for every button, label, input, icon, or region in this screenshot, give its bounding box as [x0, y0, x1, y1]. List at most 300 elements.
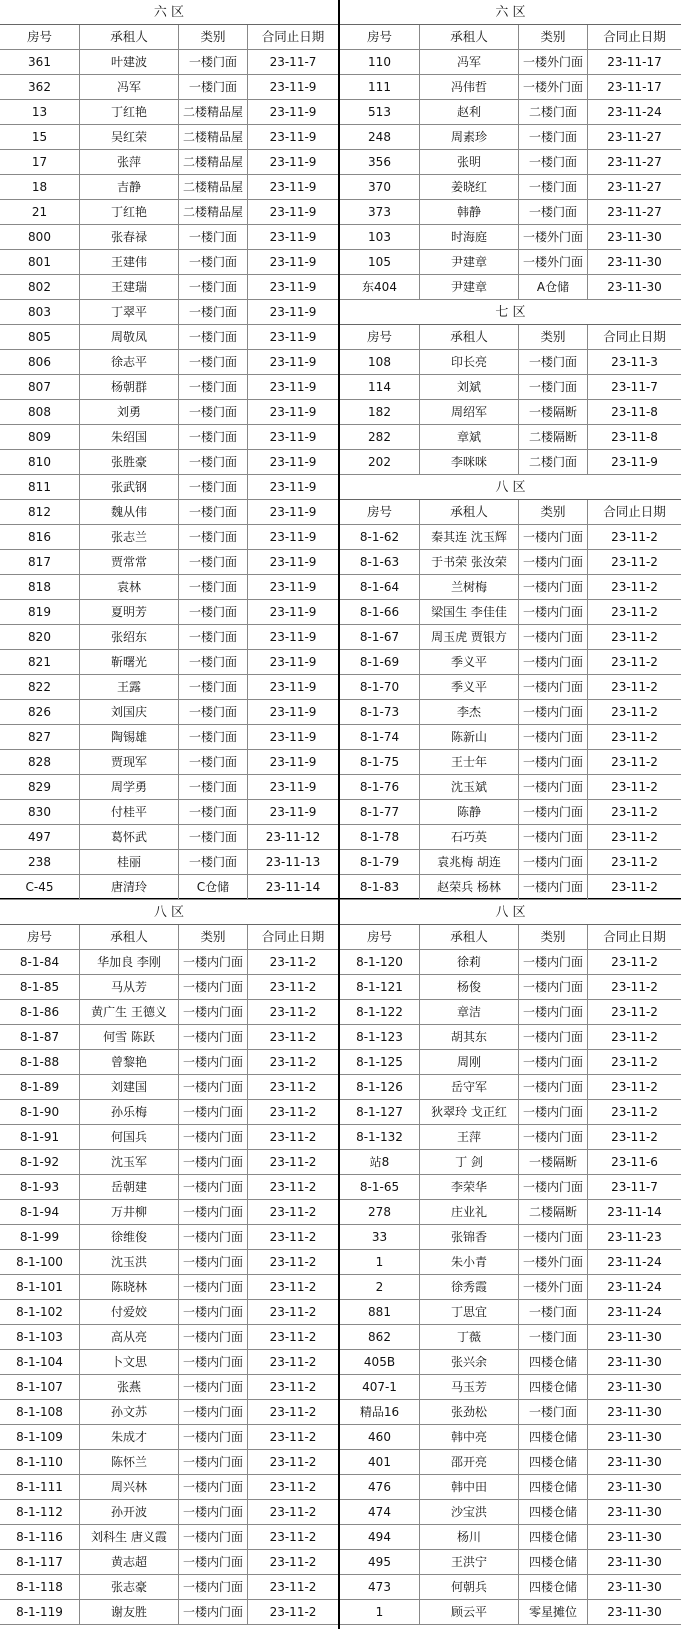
- category-cell: 一楼外门面: [519, 1250, 588, 1274]
- tenant-cell: 卜文思: [80, 1350, 179, 1374]
- tenant-cell: 丁思宜: [420, 1300, 519, 1324]
- tenant-cell: 韩中田: [420, 1475, 519, 1499]
- table-row: [0, 425, 338, 450]
- room-number-cell: 17: [0, 150, 80, 174]
- room-number-cell: 114: [340, 375, 420, 399]
- contract-end-date-cell: 23-11-2: [611, 805, 658, 819]
- category-cell: 二楼精品屋: [179, 150, 248, 174]
- tenant-cell: 韩静: [420, 200, 519, 224]
- room-number-cell: 8-1-111: [0, 1475, 80, 1499]
- room-number-cell: 110: [340, 50, 420, 74]
- category-header: 类别: [179, 925, 248, 949]
- room-number-cell: 2: [340, 1275, 420, 1299]
- table-row: [0, 1000, 338, 1025]
- contract-end-date-cell: 23-11-2: [269, 1280, 317, 1294]
- table-row: [0, 175, 338, 200]
- tenant-cell: 孙开波: [80, 1500, 179, 1524]
- contract-end-date-cell: 23-11-2: [611, 580, 658, 594]
- room-number-cell: 8-1-127: [340, 1100, 420, 1124]
- table-row: [0, 200, 338, 225]
- tenant-cell: 章洁: [420, 1000, 519, 1024]
- table-row: [0, 1300, 338, 1325]
- category-cell: 四楼仓储: [519, 1550, 588, 1574]
- table-row: [0, 675, 338, 700]
- room-number-cell: 8-1-101: [0, 1275, 80, 1299]
- tenant-cell: 赵荣兵 杨林: [420, 875, 519, 899]
- tenant-cell: 朱成才: [80, 1425, 179, 1449]
- contract-end-date-cell: 23-11-9: [269, 255, 317, 269]
- category-cell: 一楼门面: [519, 375, 588, 399]
- contract-end-date-cell: 23-11-23: [607, 1230, 662, 1244]
- table-row: [0, 250, 338, 275]
- room-number-cell: 8-1-88: [0, 1050, 80, 1074]
- room-number-cell: 精品16: [340, 1400, 420, 1424]
- table-row: [340, 400, 681, 425]
- tenant-cell: 王露: [80, 675, 179, 699]
- contract-end-date-cell: 23-11-30: [607, 1555, 662, 1569]
- table-row: [340, 1475, 681, 1500]
- contract-end-date-cell: 23-11-9: [269, 80, 317, 94]
- room-number-cell: 373: [340, 200, 420, 224]
- table-row: [340, 1175, 681, 1200]
- contract-end-date-cell: 23-11-9: [269, 205, 317, 219]
- room-number-cell: 8-1-75: [340, 750, 420, 774]
- room-number-cell: 8-1-132: [340, 1125, 420, 1149]
- tenant-cell: 丁红艳: [80, 100, 179, 124]
- category-cell: 一楼门面: [179, 775, 248, 799]
- contract-end-date-cell: 23-11-27: [607, 205, 662, 219]
- tenant-cell: 尹建章: [420, 250, 519, 274]
- table-row: [0, 1025, 338, 1050]
- table-row: [340, 750, 681, 775]
- tenant-cell: 韩中亮: [420, 1425, 519, 1449]
- room-number-cell: 8-1-123: [340, 1025, 420, 1049]
- category-cell: 二楼精品屋: [179, 100, 248, 124]
- table-row: [0, 950, 338, 975]
- tenant-cell: 王士年: [420, 750, 519, 774]
- category-cell: 一楼内门面: [519, 625, 588, 649]
- category-cell: 一楼内门面: [179, 1150, 248, 1174]
- contract-end-date-cell: 23-11-30: [607, 1455, 662, 1469]
- category-cell: 四楼仓储: [519, 1525, 588, 1549]
- room-number-cell: 182: [340, 400, 420, 424]
- table-row: [0, 650, 338, 675]
- tenant-cell: 丁红艳: [80, 200, 179, 224]
- category-cell: 一楼内门面: [519, 575, 588, 599]
- tenant-cell: 时海庭: [420, 225, 519, 249]
- room-number-cell: 8-1-102: [0, 1300, 80, 1324]
- contract-end-date-cell: 23-11-2: [611, 980, 658, 994]
- tenant-cell: 张武钢: [80, 475, 179, 499]
- room-number-cell: 202: [340, 450, 420, 474]
- table-row: [340, 525, 681, 550]
- district-title: 八 区: [0, 900, 338, 925]
- contract-end-date-cell: 23-11-2: [269, 1155, 317, 1169]
- table-row: [0, 1525, 338, 1550]
- district-section: [0, 0, 338, 900]
- contract-end-date-cell: 23-11-2: [269, 1080, 317, 1094]
- table-row: [340, 675, 681, 700]
- table-row: [340, 1050, 681, 1075]
- contract-end-date-cell: 23-11-9: [269, 105, 317, 119]
- table-row: [340, 850, 681, 875]
- category-cell: 一楼门面: [179, 675, 248, 699]
- tenant-cell: 袁兆梅 胡连: [420, 850, 519, 874]
- contract-end-date-cell: 23-11-9: [269, 555, 317, 569]
- contract-end-date-cell: 23-11-2: [611, 855, 658, 869]
- category-cell: 一楼内门面: [519, 800, 588, 824]
- category-cell: 一楼内门面: [179, 1475, 248, 1499]
- contract-end-date-cell: 23-11-3: [611, 355, 658, 369]
- table-row: [0, 50, 338, 75]
- room-number-cell: 822: [0, 675, 80, 699]
- room-number-cell: 8-1-65: [340, 1175, 420, 1199]
- table-row: [340, 1150, 681, 1175]
- contract-end-date-cell: 23-11-2: [611, 1030, 658, 1044]
- category-cell: 一楼门面: [179, 450, 248, 474]
- header-row: [0, 925, 338, 950]
- room-number-cell: 1: [340, 1250, 420, 1274]
- category-cell: 一楼外门面: [519, 50, 588, 74]
- contract-end-date-cell: 23-11-2: [269, 955, 317, 969]
- category-cell: 一楼外门面: [519, 75, 588, 99]
- table-row: [0, 1500, 338, 1525]
- category-cell: 一楼内门面: [179, 1550, 248, 1574]
- contract-end-date-cell: 23-11-30: [607, 230, 662, 244]
- room-number-cell: 8-1-93: [0, 1175, 80, 1199]
- category-cell: 一楼门面: [179, 325, 248, 349]
- table-row: [340, 1225, 681, 1250]
- category-cell: 二楼门面: [519, 100, 588, 124]
- tenant-cell: 马从芳: [80, 975, 179, 999]
- tenant-cell: 叶建波: [80, 50, 179, 74]
- tenant-cell: 兰树梅: [420, 575, 519, 599]
- contract-end-date-cell: 23-11-24: [607, 1305, 662, 1319]
- contract-end-date-cell: 23-11-2: [269, 1530, 317, 1544]
- room-number-cell: 8-1-76: [340, 775, 420, 799]
- category-cell: 一楼隔断: [519, 400, 588, 424]
- tenant-cell: 丁 剑: [420, 1150, 519, 1174]
- tenant-cell: 何朝兵: [420, 1575, 519, 1599]
- tenant-cell: 杨朝群: [80, 375, 179, 399]
- tenant-cell: 葛怀武: [80, 825, 179, 849]
- table-row: [340, 175, 681, 200]
- category-cell: 四楼仓储: [519, 1425, 588, 1449]
- room-number-cell: 站8: [340, 1150, 420, 1174]
- contract-end-date-cell: 23-11-30: [607, 1605, 662, 1619]
- contract-end-date-cell: 23-11-2: [611, 830, 658, 844]
- tenant-cell: 张绍东: [80, 625, 179, 649]
- tenant-cell: 刘建国: [80, 1075, 179, 1099]
- table-row: [340, 1025, 681, 1050]
- category-cell: 一楼门面: [179, 400, 248, 424]
- room-number-cell: 8-1-94: [0, 1200, 80, 1224]
- tenant-cell: 于书荣 张汝荣: [420, 550, 519, 574]
- category-cell: 一楼内门面: [519, 1175, 588, 1199]
- room-number-cell: 238: [0, 850, 80, 874]
- room-number-cell: 8-1-99: [0, 1225, 80, 1249]
- category-cell: 一楼内门面: [519, 1075, 588, 1099]
- contract-end-date-cell: 23-11-2: [611, 880, 658, 894]
- room-number-cell: 407-1: [340, 1375, 420, 1399]
- table-row: [340, 1500, 681, 1525]
- table-row: [0, 1150, 338, 1175]
- contract-end-date-cell: 23-11-6: [611, 1155, 658, 1169]
- contract-end-date-cell: 23-11-2: [611, 630, 658, 644]
- room-number-cell: 18: [0, 175, 80, 199]
- tenant-cell: 高从亮: [80, 1325, 179, 1349]
- contract-end-date-cell: 23-11-9: [269, 755, 317, 769]
- tenant-cell: 陶锡雄: [80, 725, 179, 749]
- table-row: [0, 1175, 338, 1200]
- contract-end-date-cell: 23-11-9: [269, 280, 317, 294]
- tenant-cell: 顾云平: [420, 1600, 519, 1624]
- table-row: [0, 750, 338, 775]
- room-number-header: 房号: [340, 500, 420, 524]
- table-row: [340, 1300, 681, 1325]
- tenant-cell: 何雪 陈跃: [80, 1025, 179, 1049]
- category-cell: 一楼内门面: [179, 1400, 248, 1424]
- room-number-cell: 401: [340, 1450, 420, 1474]
- category-cell: 一楼内门面: [519, 750, 588, 774]
- room-number-cell: 810: [0, 450, 80, 474]
- room-number-cell: 8-1-109: [0, 1425, 80, 1449]
- contract-end-date-cell: 23-11-2: [269, 1480, 317, 1494]
- table-row: [340, 375, 681, 400]
- table-row: [0, 300, 338, 325]
- category-cell: 一楼内门面: [179, 1375, 248, 1399]
- contract-end-date-cell: 23-11-2: [611, 530, 658, 544]
- tenant-cell: 徐莉: [420, 950, 519, 974]
- header-row: [0, 25, 338, 50]
- room-number-cell: 278: [340, 1200, 420, 1224]
- district-title: 六 区: [0, 0, 338, 25]
- tenant-cell: 岳守军: [420, 1075, 519, 1099]
- tenant-cell: 孙文苏: [80, 1400, 179, 1424]
- room-number-cell: 356: [340, 150, 420, 174]
- table-row: [340, 800, 681, 825]
- room-number-cell: 8-1-108: [0, 1400, 80, 1424]
- district-title: 七 区: [340, 300, 681, 325]
- room-number-cell: 103: [340, 225, 420, 249]
- table-row: [0, 450, 338, 475]
- tenant-cell: 徐维俊: [80, 1225, 179, 1249]
- room-number-cell: 816: [0, 525, 80, 549]
- table-row: [340, 1600, 681, 1625]
- contract-end-date-header: 合同止日期: [603, 329, 666, 344]
- category-cell: 一楼门面: [179, 625, 248, 649]
- category-cell: 一楼门面: [179, 750, 248, 774]
- category-cell: 一楼门面: [179, 350, 248, 374]
- category-cell: 一楼隔断: [519, 1150, 588, 1174]
- contract-end-date-header: 合同止日期: [261, 929, 325, 944]
- table-row: [0, 1450, 338, 1475]
- category-cell: 一楼门面: [179, 600, 248, 624]
- tenant-cell: 沙宝洪: [420, 1500, 519, 1524]
- tenant-cell: 冯军: [80, 75, 179, 99]
- category-cell: 一楼内门面: [519, 700, 588, 724]
- table-row: [340, 1400, 681, 1425]
- tenant-cell: 邵开亮: [420, 1450, 519, 1474]
- tenant-cell: 吉静: [80, 175, 179, 199]
- contract-end-date-cell: 23-11-13: [265, 855, 321, 869]
- contract-end-date-cell: 23-11-9: [269, 380, 317, 394]
- category-cell: 零星摊位: [519, 1600, 588, 1624]
- contract-end-date-cell: 23-11-2: [269, 1230, 317, 1244]
- room-number-header: 房号: [0, 25, 80, 49]
- room-number-cell: 802: [0, 275, 80, 299]
- table-row: [340, 75, 681, 100]
- category-cell: 一楼内门面: [519, 525, 588, 549]
- contract-end-date-cell: 23-11-2: [269, 1455, 317, 1469]
- tenant-cell: 唐清玲: [80, 875, 179, 899]
- tenant-cell: 张兴余: [420, 1350, 519, 1374]
- room-number-cell: 812: [0, 500, 80, 524]
- contract-end-date-cell: 23-11-30: [607, 255, 662, 269]
- tenant-cell: 秦其连 沈玉辉: [420, 525, 519, 549]
- room-number-cell: 248: [340, 125, 420, 149]
- contract-end-date-cell: 23-11-9: [269, 405, 317, 419]
- room-number-header: 房号: [0, 925, 80, 949]
- lower-block: [0, 900, 681, 1629]
- table-row: [0, 1400, 338, 1425]
- category-cell: 一楼内门面: [179, 1075, 248, 1099]
- tenant-cell: 张锦香: [420, 1225, 519, 1249]
- lower-right-column: [340, 900, 681, 1629]
- room-number-cell: 8-1-107: [0, 1375, 80, 1399]
- category-cell: 一楼内门面: [179, 1575, 248, 1599]
- room-number-cell: 808: [0, 400, 80, 424]
- table-row: [340, 1375, 681, 1400]
- table-row: [340, 125, 681, 150]
- tenant-cell: 赵利: [420, 100, 519, 124]
- table-row: [0, 700, 338, 725]
- category-cell: 一楼内门面: [179, 1450, 248, 1474]
- tenant-header: 承租人: [80, 25, 179, 49]
- category-cell: 一楼内门面: [519, 775, 588, 799]
- category-cell: 一楼门面: [179, 550, 248, 574]
- tenant-cell: 周学勇: [80, 775, 179, 799]
- tenant-cell: 王建伟: [80, 250, 179, 274]
- room-number-cell: 1: [340, 1600, 420, 1624]
- contract-end-date-cell: 23-11-2: [611, 955, 658, 969]
- tenant-cell: 梁国生 李佳佳: [420, 600, 519, 624]
- tenant-cell: 张志豪: [80, 1575, 179, 1599]
- table-row: [0, 800, 338, 825]
- tenant-cell: 桂丽: [80, 850, 179, 874]
- tenant-cell: 周玉虎 贾银方: [420, 625, 519, 649]
- tenant-cell: 曾黎艳: [80, 1050, 179, 1074]
- category-cell: 一楼内门面: [179, 1500, 248, 1524]
- table-row: [0, 375, 338, 400]
- tenant-cell: 陈新山: [420, 725, 519, 749]
- contract-end-date-cell: 23-11-9: [269, 630, 317, 644]
- room-number-cell: 8-1-110: [0, 1450, 80, 1474]
- category-cell: 一楼内门面: [519, 650, 588, 674]
- tenant-cell: 胡其东: [420, 1025, 519, 1049]
- contract-end-date-cell: 23-11-7: [269, 55, 317, 69]
- contract-end-date-cell: 23-11-2: [269, 1305, 317, 1319]
- contract-end-date-cell: 23-11-30: [607, 1380, 662, 1394]
- tenant-cell: 付桂平: [80, 800, 179, 824]
- contract-end-date-cell: 23-11-8: [611, 430, 658, 444]
- category-cell: 一楼门面: [179, 250, 248, 274]
- room-number-cell: 8-1-85: [0, 975, 80, 999]
- room-number-header: 房号: [340, 25, 420, 49]
- table-row: [340, 1425, 681, 1450]
- tenant-cell: 沈玉斌: [420, 775, 519, 799]
- contract-end-date-cell: 23-11-9: [269, 505, 317, 519]
- category-cell: 四楼仓储: [519, 1450, 588, 1474]
- contract-end-date-cell: 23-11-9: [269, 155, 317, 169]
- table-row: [340, 1250, 681, 1275]
- room-number-cell: 8-1-73: [340, 700, 420, 724]
- contract-end-date-cell: 23-11-2: [611, 1105, 658, 1119]
- tenant-cell: 冯军: [420, 50, 519, 74]
- table-row: [0, 1250, 338, 1275]
- tenant-cell: 袁林: [80, 575, 179, 599]
- table-row: [0, 850, 338, 875]
- tenant-header: 承租人: [420, 325, 519, 349]
- room-number-cell: 33: [340, 1225, 420, 1249]
- room-number-cell: 820: [0, 625, 80, 649]
- table-row: [0, 225, 338, 250]
- table-row: [340, 825, 681, 850]
- contract-end-date-header: 合同止日期: [603, 504, 666, 519]
- tenant-cell: 季义平: [420, 650, 519, 674]
- tenant-header: 承租人: [420, 500, 519, 524]
- tenant-cell: 沈玉军: [80, 1150, 179, 1174]
- category-cell: 四楼仓储: [519, 1475, 588, 1499]
- room-number-cell: 800: [0, 225, 80, 249]
- room-number-cell: 8-1-117: [0, 1550, 80, 1574]
- table-row: [0, 775, 338, 800]
- room-number-cell: 8-1-126: [340, 1075, 420, 1099]
- room-number-cell: 805: [0, 325, 80, 349]
- table-row: [0, 1575, 338, 1600]
- contract-end-date-cell: 23-11-2: [269, 1580, 317, 1594]
- room-number-cell: 105: [340, 250, 420, 274]
- table-row: [340, 725, 681, 750]
- table-row: [0, 1125, 338, 1150]
- table-row: [0, 975, 338, 1000]
- category-cell: 一楼内门面: [179, 1275, 248, 1299]
- table-row: [340, 350, 681, 375]
- table-row: [0, 1350, 338, 1375]
- table-row: [0, 1475, 338, 1500]
- tenant-cell: 王洪宁: [420, 1550, 519, 1574]
- category-cell: 一楼内门面: [179, 1125, 248, 1149]
- contract-end-date-cell: 23-11-9: [611, 455, 658, 469]
- contract-end-date-cell: 23-11-30: [607, 1405, 662, 1419]
- room-number-cell: 8-1-86: [0, 1000, 80, 1024]
- room-number-cell: 282: [340, 425, 420, 449]
- contract-end-date-cell: 23-11-2: [269, 1105, 317, 1119]
- category-cell: C仓储: [179, 875, 248, 899]
- tenant-cell: 张胜豪: [80, 450, 179, 474]
- table-row: [0, 125, 338, 150]
- room-number-cell: 8-1-70: [340, 675, 420, 699]
- room-number-cell: 809: [0, 425, 80, 449]
- category-cell: 一楼门面: [519, 1400, 588, 1424]
- lower-left-column: [0, 900, 340, 1629]
- category-cell: 一楼内门面: [179, 1175, 248, 1199]
- tenant-header: 承租人: [80, 925, 179, 949]
- category-cell: 四楼仓储: [519, 1350, 588, 1374]
- district-section: [340, 900, 681, 1625]
- contract-end-date-cell: 23-11-9: [269, 680, 317, 694]
- tenant-cell: 徐秀霞: [420, 1275, 519, 1299]
